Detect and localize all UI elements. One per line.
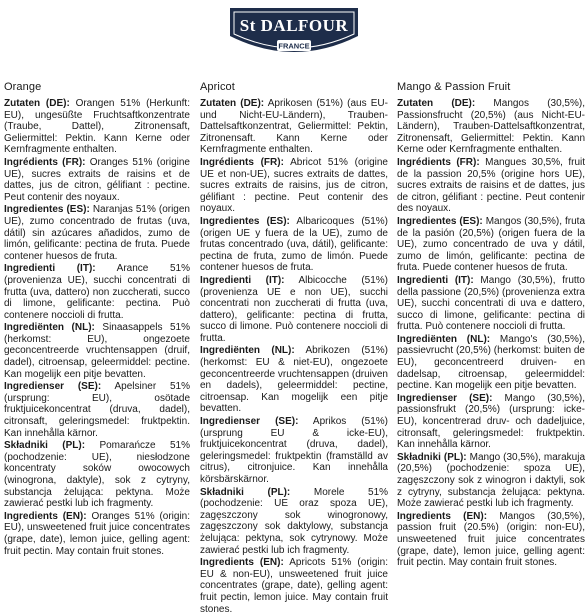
ingredient-entry — [4, 98, 190, 156]
ingredients-columns — [0, 66, 588, 615]
column-title: Apricot — [200, 81, 235, 93]
ingredient-text: Aprikos (51%) (ursprung EU & icke-EU), fruktjuicekoncentrat (druva, dadel), geleringsmedel: fruktpektin (framställd av citrus), citronjuice. Kan innehålla körsbärskärnor. — [200, 416, 388, 485]
ingredient-text: Apricots 51% (origin: EU & non-EU), unsweetened fruit juice concentrates (grape, date), gelling agent: fruit pectin, lemon juice. May contain fruit stones. — [200, 557, 388, 615]
language-label: Ingredienti (IT): — [200, 274, 285, 286]
ingredient-text: Albicocche (51%) (provenienza UE e non UE), succhi concentrati non zuccherati di frutta (uva, dattero), gelificante: pectina di frutta, succo di limone. Può contenere noccioli di frutta. — [200, 274, 388, 344]
ingredient-entry — [397, 275, 585, 333]
st-dalfour-logo — [226, 6, 362, 66]
language-label: Składniki (PL): — [200, 486, 291, 498]
ingredient-text: Apelsiner 51% (ursprung: EU), osötade fruktjuicekoncentrat (druva, dadel), citronsaft, geleringsmedel: fruktpektin. Kan innehålla kärnor. — [4, 381, 190, 439]
ingredient-entry — [200, 557, 388, 615]
ingredient-entry — [4, 511, 190, 557]
language-label: Ingrediënten (NL): — [4, 322, 95, 334]
ingredient-entry — [4, 263, 190, 321]
ingredient-entry — [4, 381, 190, 439]
ingredient-entry — [200, 98, 388, 156]
language-label: Zutaten (DE): — [200, 98, 265, 109]
ingredient-entry — [200, 216, 388, 274]
language-label: Ingredients (EN): — [4, 510, 87, 522]
language-label: Ingrédients (FR): — [200, 156, 284, 168]
ingredient-entry — [397, 452, 585, 510]
language-label: Ingredientes (ES): — [4, 204, 90, 216]
ingredient-text: Abricot 51% (origine UE et non-UE), sucres extraits de dattes, sucres extraits de raisins, jus de citron, gélifiant : pectine. Peut contenir des noyaux. — [200, 156, 388, 215]
language-label: Ingredienser (SE): — [4, 381, 102, 393]
ingredient-text: Mangos (30,5%), passion fruit (20.5%) (origin: non-EU), unsweetened fruit juice concentrates (grape, date), lemon juice, gelling agent: fruit pectin. May contain fruit stones. — [397, 510, 585, 569]
column-apricot — [200, 66, 389, 615]
ingredient-text: Oranges 51% (origine UE), sucres extraits de raisins et de dattes, jus de citron, gélifiant : pectine. Peut contenir des noyaux. — [4, 156, 190, 203]
language-label: Ingredients (EN): — [397, 510, 488, 522]
ingredient-text: Oranges 51% (origin: EU), unsweetened fruit juice concentrates (grape, date), lemon juice, gelling agent: fruit pectin. May contain fruit stones. — [4, 510, 191, 557]
ingredient-text: Mango (30,5%), marakuja (20,5%) (pochodzenie: spoza UE), zagęszczony sok z winogron i daktyli, sok z cytryny, substancja żelująca: pektyna. Może zawierać pestki lub ich fragmenty. — [397, 451, 586, 510]
ingredient-text: Orangen 51% (Herkunft: EU), ungesüßte Fruchtsaftkonzentrate (Traube, Dattel), Zitronensaft, Geliermittel: Pektin. Kann Kerne oder Kernfragmente enthalten. — [4, 98, 190, 156]
language-label: Składniki (PL): — [397, 451, 467, 463]
language-label: Składniki (PL): — [4, 440, 86, 452]
ingredient-entry — [4, 322, 190, 380]
ingredient-entry — [397, 216, 585, 274]
ingredient-entry — [200, 275, 388, 345]
ingredient-entry — [200, 487, 388, 557]
ingredient-entry — [4, 157, 190, 203]
ingredient-text: Mango (30,5%), frutto della passione (20,5%) (provenienza extra UE), succhi concentrati di uva e dattero, succo di limone, gelificante: pectina di frutta. Può contenere noccioli di frutta. — [397, 274, 585, 333]
language-label: Ingredientes (ES): — [397, 215, 483, 227]
ingredient-entry — [397, 334, 585, 392]
language-label: Ingrediënten (NL): — [200, 345, 295, 357]
ingredient-entry — [397, 393, 585, 451]
language-label: Ingredientes (ES): — [200, 215, 290, 227]
language-label: Zutaten (DE): — [397, 98, 476, 109]
ingredient-entry — [200, 416, 388, 486]
language-label: Ingredients (EN): — [200, 557, 284, 569]
ingredient-text: Aprikosen (51%) (aus EU- und Nicht-EU-Ländern), Trauben-Dattelsaftkonzentrat, Geliermittel: Pektin, Zitronensaft. Kann Kerne oder Kernfragmente enthalten. — [200, 98, 388, 156]
column-mango-passion — [397, 66, 585, 600]
ingredient-entry — [4, 440, 190, 510]
brand-name: St DALFOUR — [239, 16, 349, 35]
language-label: Ingredienti (IT): — [4, 263, 96, 275]
ingredient-entry — [397, 157, 585, 215]
column-title: Orange — [4, 81, 42, 93]
language-label: Zutaten (DE): — [4, 98, 70, 109]
ingredient-entry — [397, 98, 585, 156]
ingredient-entry — [4, 204, 190, 262]
ingredient-text: Morele 51% (pochodzenie: UE oraz spoza UE), zagęszczony sok winogronowy, zagęszczony sok daktylowy, substancja żelująca: pektyna, sok cytrynowy. Może zawierać pestki lub ich fragmenty. — [200, 486, 389, 556]
brand-country: FRANCE — [278, 41, 310, 51]
ingredient-text: Mangues 30,5%, fruit de la passion 20,5% (origine hors UE), sucres extraits de raisins et de dattes, jus de citron, gélifiant : pectine. Peut contenir des noyaux. — [397, 156, 586, 215]
language-label: Ingredienser (SE): — [397, 392, 493, 404]
ingredient-text: Mangos (30,5%), Passionsfrucht (20,5%) (aus Nicht-EU-Ländern), Trauben-Dattelsaftkonzentrat, Zitronensaft, Geliermittel: Pektin. Kann Kerne oder Kernfragmente enthalten. — [397, 98, 585, 156]
column-title: Mango & Passion Fruit — [397, 81, 511, 93]
language-label: Ingrédients (FR): — [4, 156, 86, 168]
language-label: Ingredienti (IT): — [397, 274, 474, 286]
ingredient-text: Naranjas 51% (origen UE), zumo concentrado de frutas (uva, dátil) sin azúcares añadidos, zumo de limón, gelificante: pectina de fruta. Puede contener huesos de fruta. — [4, 204, 190, 262]
ingredient-text: Pomarańcze 51% (pochodzenie: UE), niesłodzone koncentraty soków owocowych (winogrona, daktyle), sok z cytryny, substancja żelująca: pektyna. Może zawierać pestki lub ich fragmenty. — [4, 440, 190, 510]
ingredient-text: Mango (30,5%), passionsfrukt (20,5%) (ursprung: icke-EU), koncentrerad druv- och dadeljuice, citronsaft, geleringsmedel: fruktpektin. Kan innehålla kärnor. — [397, 392, 585, 451]
language-label: Ingrediënten (NL): — [397, 333, 491, 345]
ingredient-text: Mango's (30,5%), passievrucht (20,5%) (herkomst: buiten de EU), geconcentreerd druiven- en dadelsap, citroensap, geleermiddel: pectine. Kan mogelijk een pitje bevatten. — [397, 333, 585, 392]
column-orange — [4, 66, 190, 600]
ingredient-text: Mangos (30,5%), fruta de la pasión (20,5%) (origen fuera de la UE), zumo concentrado de uva y dátil, zumo de limón, gelificante: pectina de fruta. Puede contener huesos de fruta. — [397, 215, 586, 274]
ingredient-entry — [397, 511, 585, 569]
ingredient-text: Albaricoques (51%) (origen UE y fuera de la UE), zumo de frutas concentrado (uva, dátil), gelificante: pectina de fruta, zumo de limón. Puede contener huesos de fruta. — [200, 215, 388, 274]
ingredient-entry — [200, 345, 388, 415]
ingredient-text: Sinaasappels 51% (herkomst: EU), ongezoete geconcentreerde vruchtensappen (druif, dadel), citroensap, geleermiddel: pectine. Kan mogelijk een pitje bevatten. — [4, 322, 190, 380]
language-label: Ingrédients (FR): — [397, 156, 480, 168]
ingredient-text: Arance 51% (provenienza UE), succhi concentrati di frutta (uva, dattero) non zuccherati, succo di limone, gelificante: pectina. Può contenere noccioli di frutta. — [4, 263, 190, 321]
language-label: Ingredienser (SE): — [200, 416, 299, 428]
ingredient-entry — [200, 157, 388, 215]
ingredient-text: Abrikozen (51%) (herkomst: EU & niet-EU), ongezoete geconcentreerde vruchtensappen (druiven en dadels), geleermiddel: pectine, citroensap. Kan mogelijk een pitje bevatten. — [200, 345, 388, 415]
